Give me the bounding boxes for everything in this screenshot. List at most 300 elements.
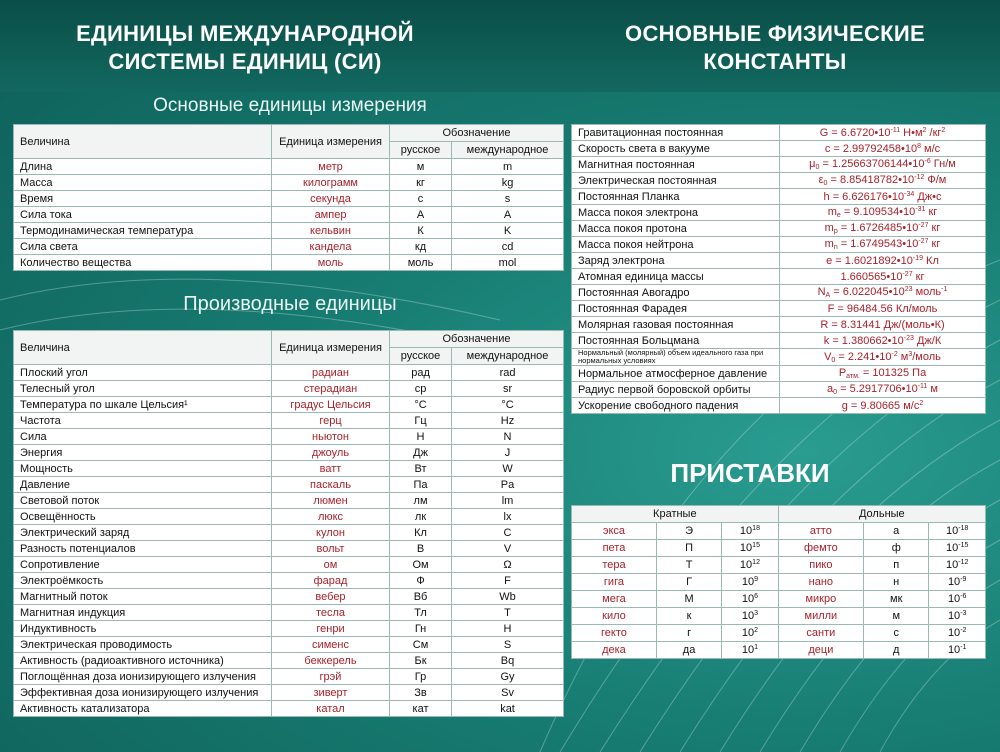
int-symbol-cell: T (452, 605, 564, 621)
quantity-cell: Активность (радиоактивного источника) (14, 653, 272, 669)
value-part: Ф/м (924, 174, 947, 186)
table-header (14, 331, 564, 348)
table-row (572, 333, 986, 349)
ru-symbol-cell: Гр (390, 669, 452, 685)
value-part: k = 1.380662•10 (823, 334, 904, 347)
int-symbol-cell: kat (452, 701, 564, 717)
value-part: N (817, 286, 826, 298)
prefix-name: микро (778, 591, 863, 608)
value-part: -27 (902, 270, 913, 278)
value-part: m (824, 238, 834, 250)
factor-base: 10 (947, 576, 961, 588)
unit-cell: люкс (272, 509, 390, 525)
ru-symbol-cell: Гц (390, 413, 452, 429)
value-part: 1.660565•10 (840, 270, 903, 283)
prefix-name: милли (778, 608, 863, 625)
value-part: -27 (918, 238, 929, 245)
quantity-cell: Телесный угол (14, 381, 272, 397)
table-header (572, 506, 986, 523)
derived-units-title: Производные единицы (183, 293, 397, 315)
table-row (14, 175, 564, 191)
col-symbol: Обозначение (390, 331, 564, 348)
unit-cell: килограмм (272, 175, 390, 191)
prefix-factor (722, 591, 778, 608)
prefix-factor (929, 523, 986, 540)
quantity-cell: Освещённость (14, 509, 272, 525)
int-symbol-cell: m (452, 159, 564, 175)
prefix-symbol: да (656, 642, 721, 659)
value-part: a (827, 383, 834, 395)
int-symbol-cell: lx (452, 509, 564, 525)
table-row (572, 349, 986, 366)
value-part: A (825, 292, 831, 299)
ru-symbol-cell: Зв (390, 685, 452, 701)
value-part: p (833, 228, 838, 235)
constant-value (780, 125, 986, 141)
int-symbol-cell: cd (452, 239, 564, 255)
factor-exponent: -9 (960, 576, 967, 583)
unit-cell: катал (272, 701, 390, 717)
ru-symbol-cell: кд (390, 239, 452, 255)
quantity-cell: Частота (14, 413, 272, 429)
value-part: атм. (846, 373, 860, 380)
quantity-cell: Температура по шкале Цельсия¹ (14, 397, 272, 413)
int-symbol-cell: Sv (452, 685, 564, 701)
factor-exponent: -1 (960, 644, 967, 651)
ru-symbol-cell: А (390, 207, 452, 223)
constants-title: ОСНОВНЫЕ ФИЗИЧЕСКИЕ КОНСТАНТЫ (625, 21, 925, 74)
prefix-name: фемто (778, 540, 863, 557)
col-quantity: Величина (14, 125, 272, 159)
table-row (14, 445, 564, 461)
prefix-factor (722, 523, 778, 540)
factor-base: 10 (741, 593, 755, 605)
table-row (572, 205, 986, 221)
prefix-symbol: п (864, 557, 929, 574)
ru-symbol-cell: Бк (390, 653, 452, 669)
ru-symbol-cell: ср (390, 381, 452, 397)
constant-value (780, 366, 986, 382)
col-int: международное (452, 348, 564, 365)
col-unit: Единица измерения (272, 125, 390, 159)
constant-name: Масса покоя протона (572, 221, 780, 237)
prefix-symbol: м (864, 608, 929, 625)
table-row (14, 589, 564, 605)
col-symbol: Обозначение (390, 125, 564, 142)
value-part: -1 (941, 286, 948, 293)
value-part: g = 9.80665 м/с (841, 399, 920, 412)
constant-value (780, 173, 986, 189)
value-part: -31 (915, 206, 926, 213)
value-part: Н•м (900, 126, 923, 139)
ru-symbol-cell: рад (390, 365, 452, 381)
table-row (14, 525, 564, 541)
unit-cell: ампер (272, 207, 390, 223)
constant-value (780, 317, 986, 333)
table-row (572, 608, 986, 625)
int-symbol-cell: V (452, 541, 564, 557)
factor-base: 10 (946, 525, 959, 537)
prefix-symbol: а (864, 523, 929, 540)
value-part: ε (818, 174, 824, 186)
table-row (14, 381, 564, 397)
factor-exponent: 2 (754, 627, 759, 634)
value-part: = 6.022045•10 (830, 286, 905, 298)
factor-exponent: -2 (960, 627, 967, 634)
quantity-cell: Активность катализатора (14, 701, 272, 717)
unit-cell: герц (272, 413, 390, 429)
table-row (14, 429, 564, 445)
value-part: 2 (941, 126, 946, 134)
quantity-cell: Сила тока (14, 207, 272, 223)
int-symbol-cell: mol (452, 255, 564, 271)
quantity-cell: Масса (14, 175, 272, 191)
int-symbol-cell: F (452, 573, 564, 589)
value-part: м (927, 383, 938, 395)
unit-cell: радиан (272, 365, 390, 381)
table-row (572, 269, 986, 285)
constant-name: Магнитная постоянная (572, 157, 780, 173)
prefix-name: атто (778, 523, 863, 540)
table-row (572, 540, 986, 557)
factor-exponent: -18 (958, 525, 969, 532)
factor-base: 10 (947, 627, 961, 639)
table-row (14, 207, 564, 223)
quantity-cell: Сопротивление (14, 557, 272, 573)
factor-exponent: -15 (958, 542, 969, 549)
value-part: e = 1.6021892•10 (826, 254, 913, 267)
value-part: V (824, 350, 832, 363)
col-ru: русское (390, 348, 452, 365)
table-row (14, 685, 564, 701)
value-part: F = 96484.56 Кл/моль (827, 302, 938, 315)
value-part: 0 (823, 180, 828, 187)
factor-exponent: 3 (754, 610, 759, 617)
value-part: 0 (831, 356, 836, 364)
ru-symbol-cell: Тл (390, 605, 452, 621)
prefix-name: нано (778, 574, 863, 591)
int-symbol-cell: kg (452, 175, 564, 191)
unit-cell: фарад (272, 573, 390, 589)
value-part: кг (925, 206, 938, 218)
table-row (572, 591, 986, 608)
value-part: -27 (918, 222, 929, 229)
value-part: 2 (919, 399, 924, 407)
factor-base: 10 (741, 610, 755, 622)
unit-cell: стерадиан (272, 381, 390, 397)
unit-cell: ньютон (272, 429, 390, 445)
ru-symbol-cell: моль (390, 255, 452, 271)
prefix-name: тера (572, 557, 657, 574)
prefix-symbol: ф (864, 540, 929, 557)
constant-name: Постоянная Авогадро (572, 285, 780, 301)
unit-cell: джоуль (272, 445, 390, 461)
ru-symbol-cell: Па (390, 477, 452, 493)
prefix-symbol: мк (864, 591, 929, 608)
factor-base: 10 (741, 576, 755, 588)
prefix-symbol: н (864, 574, 929, 591)
table-row (572, 398, 986, 414)
prefix-name: кило (572, 608, 657, 625)
factor-base: 10 (739, 542, 753, 554)
value-part: 2 (922, 126, 927, 134)
table-row (14, 239, 564, 255)
factor-exponent: 9 (754, 576, 759, 583)
factor-base: 10 (946, 559, 959, 571)
int-symbol-cell: Wb (452, 589, 564, 605)
table-row (572, 625, 986, 642)
prefix-symbol: П (656, 540, 721, 557)
table-row (572, 221, 986, 237)
value-part: 3 (908, 350, 913, 358)
table-row (572, 237, 986, 253)
constant-name: Постоянная Больцмана (572, 333, 780, 349)
prefix-symbol: к (656, 608, 721, 625)
constant-value (780, 349, 986, 366)
int-symbol-cell: N (452, 429, 564, 445)
quantity-cell: Сила (14, 429, 272, 445)
ru-symbol-cell: См (390, 637, 452, 653)
basic-units-title: Основные единицы измерения (153, 95, 427, 116)
factor-base: 10 (947, 644, 961, 656)
factor-exponent: 15 (752, 542, 760, 549)
prefix-name: экса (572, 523, 657, 540)
prefix-name: санти (778, 625, 863, 642)
table-row (14, 605, 564, 621)
constant-name: Гравитационная постоянная (572, 125, 780, 141)
ru-symbol-cell: Кл (390, 525, 452, 541)
constant-value (780, 333, 986, 349)
table-row (572, 557, 986, 574)
value-part: 0 (833, 389, 838, 396)
factor-base: 10 (739, 525, 753, 537)
int-symbol-cell: J (452, 445, 564, 461)
ru-symbol-cell: К (390, 223, 452, 239)
quantity-cell: Термодинамическая температура (14, 223, 272, 239)
int-symbol-cell: s (452, 191, 564, 207)
table-row (14, 397, 564, 413)
table-row (572, 189, 986, 205)
prefix-symbol: д (864, 642, 929, 659)
value-part: -19 (912, 254, 923, 262)
int-symbol-cell: A (452, 207, 564, 223)
int-symbol-cell: rad (452, 365, 564, 381)
ru-symbol-cell: м (390, 159, 452, 175)
factor-base: 10 (741, 644, 755, 656)
constant-name: Радиус первой боровской орбиты (572, 382, 780, 398)
value-part: h = 6.626176•10 (823, 190, 905, 203)
value-part: P (838, 367, 847, 379)
unit-cell: секунда (272, 191, 390, 207)
table-row (14, 223, 564, 239)
table-row (14, 365, 564, 381)
int-symbol-cell: C (452, 525, 564, 541)
constant-value (780, 253, 986, 269)
col-unit: Единица измерения (272, 331, 390, 365)
value-part: кг (928, 238, 941, 250)
value-part: Кл (922, 254, 939, 267)
unit-cell: градус Цельсия (272, 397, 390, 413)
prefix-symbol: Э (656, 523, 721, 540)
constant-name: Ускорение свободного падения (572, 398, 780, 414)
table-row (572, 301, 986, 317)
unit-cell: вебер (272, 589, 390, 605)
ru-symbol-cell: В (390, 541, 452, 557)
factor-exponent: 18 (752, 525, 760, 532)
quantity-cell: Давление (14, 477, 272, 493)
ru-symbol-cell: °С (390, 397, 452, 413)
constant-name: Скорость света в вакууме (572, 141, 780, 157)
constant-value (780, 221, 986, 237)
prefix-factor (929, 625, 986, 642)
table-row (572, 382, 986, 398)
ru-symbol-cell: Ф (390, 573, 452, 589)
value-part: -12 (914, 174, 925, 181)
unit-cell: люмен (272, 493, 390, 509)
table-row (572, 317, 986, 333)
col-multiple: Кратные (572, 506, 779, 523)
value-part: -11 (917, 383, 928, 390)
value-part: = 1.6726485•10 (837, 222, 919, 234)
value-part: μ (809, 158, 816, 170)
factor-exponent: 1 (754, 644, 759, 651)
quantity-cell: Поглощённая доза ионизирующего излучения (14, 669, 272, 685)
constant-name: Нормальное атмосферное давление (572, 366, 780, 382)
prefix-symbol: г (656, 625, 721, 642)
prefix-factor (722, 557, 778, 574)
factor-base: 10 (946, 542, 959, 554)
quantity-cell: Электрическая проводимость (14, 637, 272, 653)
int-symbol-cell: H (452, 621, 564, 637)
quantity-cell: Электрический заряд (14, 525, 272, 541)
si-title: ЕДИНИЦЫ МЕЖДУНАРОДНОЙ СИСТЕМЫ ЕДИНИЦ (СИ) (76, 21, 414, 74)
constant-value (780, 205, 986, 221)
prefix-name: гекто (572, 625, 657, 642)
ru-symbol-cell: лк (390, 509, 452, 525)
ru-symbol-cell: Ом (390, 557, 452, 573)
prefixes-title: ПРИСТАВКИ (670, 458, 830, 488)
value-part: -23 (903, 334, 914, 342)
value-part: /кг (926, 126, 942, 139)
unit-cell: беккерель (272, 653, 390, 669)
unit-cell: ом (272, 557, 390, 573)
table-row (14, 159, 564, 175)
value-part: = 1.6749543•10 (837, 238, 919, 250)
unit-cell: кулон (272, 525, 390, 541)
int-symbol-cell: Hz (452, 413, 564, 429)
table-row (14, 701, 564, 717)
unit-cell: зиверт (272, 685, 390, 701)
table-row (14, 477, 564, 493)
unit-cell: паскаль (272, 477, 390, 493)
prefix-name: пета (572, 540, 657, 557)
factor-base: 10 (741, 627, 755, 639)
table-row (572, 285, 986, 301)
ru-symbol-cell: Вб (390, 589, 452, 605)
ru-symbol-cell: кат (390, 701, 452, 717)
derived-units-table (13, 330, 564, 717)
value-part: 23 (904, 286, 913, 293)
prefix-symbol: Т (656, 557, 721, 574)
col-fraction: Дольные (778, 506, 985, 523)
prefix-factor (722, 540, 778, 557)
int-symbol-cell: W (452, 461, 564, 477)
table-row (572, 366, 986, 382)
prefix-factor (929, 642, 986, 659)
int-symbol-cell: Pa (452, 477, 564, 493)
value-part: м (897, 350, 909, 363)
table-row (572, 574, 986, 591)
table-row (572, 157, 986, 173)
constant-name: Заряд электрона (572, 253, 780, 269)
factor-exponent: -3 (960, 610, 967, 617)
table-row (14, 493, 564, 509)
basic-units-table (13, 124, 564, 271)
unit-cell: сименс (272, 637, 390, 653)
constant-value (780, 301, 986, 317)
value-part: -11 (890, 126, 901, 134)
value-part: n (833, 244, 838, 251)
constant-name: Масса покоя электрона (572, 205, 780, 221)
prefix-symbol: М (656, 591, 721, 608)
value-part: 8 (917, 142, 921, 150)
value-part: e (836, 212, 841, 219)
int-symbol-cell: lm (452, 493, 564, 509)
constant-value (780, 285, 986, 301)
value-part: m (824, 222, 834, 234)
quantity-cell: Энергия (14, 445, 272, 461)
prefix-factor (929, 540, 986, 557)
quantity-cell: Время (14, 191, 272, 207)
ru-symbol-cell: Гн (390, 621, 452, 637)
prefix-name: гига (572, 574, 657, 591)
table-row (14, 557, 564, 573)
value-part: с = 2.99792458•10 (824, 142, 918, 155)
int-symbol-cell: Ω (452, 557, 564, 573)
constant-name: Атомная единица массы (572, 269, 780, 285)
prefix-factor (722, 625, 778, 642)
int-symbol-cell: °С (452, 397, 564, 413)
prefix-name: мега (572, 591, 657, 608)
value-part: R = 8.31441 Дж/(моль•К) (820, 318, 945, 331)
prefix-factor (929, 574, 986, 591)
quantity-cell: Количество вещества (14, 255, 272, 271)
value-part: м/с (920, 142, 941, 155)
value-part: -34 (904, 190, 915, 198)
prefixes-table (571, 505, 986, 659)
prefix-factor (929, 557, 986, 574)
constant-value (780, 269, 986, 285)
constant-name: Постоянная Планка (572, 189, 780, 205)
value-part: = 5.2917706•10 (837, 383, 918, 395)
factor-exponent: 12 (752, 559, 760, 566)
table-row (14, 573, 564, 589)
int-symbol-cell: S (452, 637, 564, 653)
unit-cell: кельвин (272, 223, 390, 239)
constant-value (780, 398, 986, 414)
prefix-name: дека (572, 642, 657, 659)
int-symbol-cell: Bq (452, 653, 564, 669)
quantity-cell: Магнитная индукция (14, 605, 272, 621)
value-part: = 8.85418782•10 (827, 174, 915, 186)
unit-cell: кандела (272, 239, 390, 255)
table-row (572, 125, 986, 141)
quantity-cell: Световой поток (14, 493, 272, 509)
ru-symbol-cell: с (390, 191, 452, 207)
constant-name: Молярная газовая постоянная (572, 317, 780, 333)
table-row (14, 653, 564, 669)
factor-exponent: 6 (754, 593, 759, 600)
